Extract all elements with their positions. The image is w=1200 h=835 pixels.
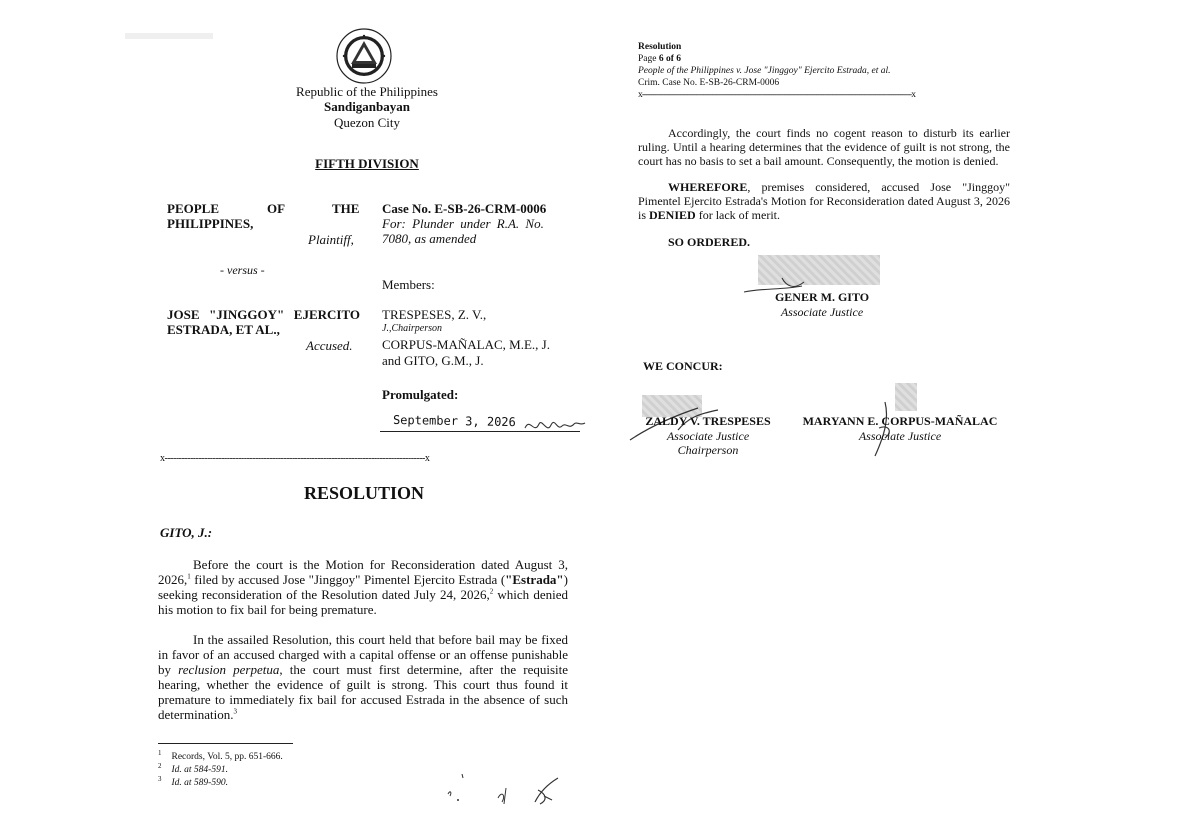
- plaintiff-role: Plaintiff,: [308, 232, 354, 247]
- header-city: Quezon City: [333, 115, 401, 130]
- ponente-name: GENER M. GITO: [774, 290, 870, 304]
- footnote-1-text: Records, Vol. 5, pp. 651-666.: [171, 752, 283, 762]
- paragraph-1-text-3: ) seeking reconsideration of the Resolution dated July 24, 2026,: [158, 572, 568, 602]
- running-header-separator: x-----------------------------------------------------------------------------------------------------------------------x: [638, 90, 916, 100]
- wherefore-bold: WHEREFORE: [668, 180, 748, 194]
- header-court: Sandiganbayan: [324, 99, 410, 114]
- accused-name: JOSE "JINGGOY" EJERCITO ESTRADA, ET AL.,: [167, 307, 360, 337]
- footnote-3: [158, 774, 228, 789]
- concur-label: WE CONCUR:: [643, 359, 723, 373]
- document-title: RESOLUTION: [303, 483, 425, 503]
- footnote-ref-2: 2: [489, 587, 494, 596]
- plaintiff-word-2: OF: [267, 201, 286, 216]
- wherefore-text-1: , premises considered, accused Jose "Jinggoy" Pimentel Ejercito Estrada's Motion for Reconsideration dated August 3, 2026 is: [638, 180, 1010, 222]
- division-title: FIFTH DIVISION: [315, 156, 419, 171]
- scan-mark: [125, 33, 213, 39]
- paragraph-2-text-1: In the assailed Resolution, this court held that before bail may be fixed in favor of an accused charged with a capital offense or an offense punishable by: [158, 632, 568, 677]
- paragraph-1-text-1: Before the court is the Motion for Reconsideration dated August 3, 2026,: [158, 557, 568, 587]
- ponente-label: GITO, J.:: [160, 525, 213, 540]
- footnote-3-num: 3: [158, 774, 162, 783]
- accused-role: Accused.: [306, 338, 353, 353]
- so-ordered: SO ORDERED.: [668, 235, 751, 249]
- member-1: TRESPESES, Z. V.,: [382, 307, 487, 322]
- running-header-page: [638, 54, 681, 65]
- case-offense-line-2: 7080, as amended: [382, 231, 477, 246]
- plaintiff-word-3: THE: [332, 201, 360, 216]
- footnote-1: [158, 748, 283, 763]
- case-offense-line-1: For: Plunder under R.A. No.: [382, 216, 544, 231]
- promulgated-date: September 3, 2026: [392, 412, 516, 430]
- paragraph-2-text-2: , the court must first determine, after the requisite hearing, whether the evidence of guilt is strong. This court thus found it premature to immediately fix bail for accused Estrada in the absence of such determination.: [158, 662, 569, 722]
- running-header-case-title: People of the Philippines v. Jose "Jinggoy" Ejercito Estrada, et al.: [638, 66, 891, 76]
- paragraph-1-text-4: which denied his motion to fix bail for being premature.: [158, 587, 568, 617]
- running-header-case-no: Crim. Case No. E-SB-26-CRM-0006: [638, 78, 780, 88]
- paragraph-2-italic: reclusion perpetua: [178, 662, 280, 677]
- member-title: Associate Justice: [858, 429, 942, 443]
- ponente-title: Associate Justice: [780, 305, 864, 319]
- footnote-2-num: 2: [158, 761, 162, 770]
- footnote-ref-1: 1: [187, 572, 191, 581]
- wherefore-text-2: for lack of merit.: [695, 208, 781, 222]
- case-number: Case No. E-SB-26-CRM-0006: [382, 201, 547, 216]
- chairperson-role: Chairperson: [677, 443, 739, 457]
- running-header-label: Resolution: [638, 42, 682, 52]
- denied-bold: DENIED: [649, 208, 696, 222]
- plaintiff-word-1: PEOPLE: [167, 201, 220, 216]
- footnote-ref-3: 3: [233, 707, 237, 716]
- members-label: Members:: [382, 277, 435, 292]
- paragraph-2: [158, 632, 568, 722]
- paragraph-accordingly: Accordingly, the court finds no cogent reason to disturb its earlier ruling. Until a hearing determines that the evidence of guilt is not strong, the court has no basis to set a bail amount. Consequently, the motion is denied.: [638, 126, 1010, 168]
- paragraph-wherefore: [638, 180, 1010, 222]
- page-number: 6 of 6: [658, 54, 682, 64]
- caption-separator: x--------------------------------------------------------------------------------------------x: [160, 453, 430, 464]
- paragraph-1-bold: "Estrada": [505, 572, 564, 587]
- member-2: CORPUS-MAÑALAC, M.E., J.: [382, 337, 550, 352]
- versus-label: - versus -: [220, 263, 265, 277]
- right-page: [600, 0, 1200, 835]
- member-1-role: J.,Chairperson: [382, 323, 442, 334]
- paragraph-1: [158, 557, 568, 617]
- initials-signature-icon: [440, 770, 570, 810]
- paragraph-1-text-2: filed by accused Jose "Jinggoy" Pimentel Ejercito Estrada (: [190, 572, 506, 587]
- footnote-rule: [158, 743, 293, 744]
- footnote-3-text: Id. at 589-590.: [171, 778, 228, 788]
- footnote-1-num: 1: [158, 748, 162, 757]
- header-republic: Republic of the Philippines: [296, 84, 438, 99]
- member-3: and GITO, G.M., J.: [382, 353, 484, 368]
- page-prefix: Page: [638, 54, 659, 64]
- court-seal-icon: [336, 28, 392, 84]
- clerk-signature-icon: [522, 414, 588, 438]
- chairperson-title: Associate Justice: [666, 429, 750, 443]
- plaintiff-line-2: PHILIPPINES,: [167, 216, 254, 231]
- footnote-2: [158, 761, 228, 776]
- promulgated-label: Promulgated:: [382, 387, 459, 402]
- chairperson-name: ZALDY V. TRESPESES: [645, 414, 771, 428]
- footnote-2-text: Id. at 584-591.: [171, 765, 228, 775]
- member-name: MARYANN E. CORPUS-MAÑALAC: [802, 414, 998, 428]
